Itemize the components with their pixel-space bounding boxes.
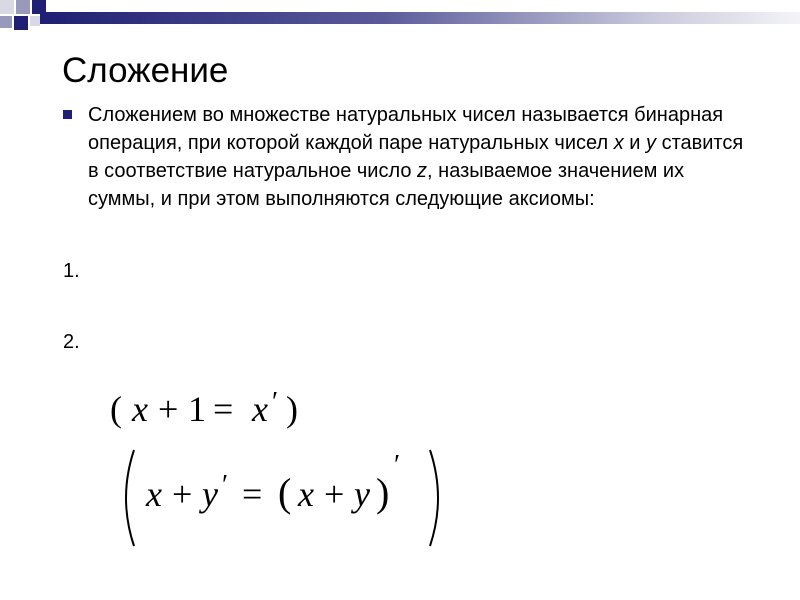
definition-text-part3: , называемое значением их суммы, и при этом выполняются следующие аксиомы: <box>88 160 685 210</box>
header-gradient-graphic <box>0 0 800 40</box>
formula2-y: y <box>202 474 218 514</box>
formula1-one: 1 <box>188 389 206 429</box>
bullet-square-icon <box>63 110 72 119</box>
formula1-eq: = <box>213 389 234 429</box>
variable-y: y <box>646 132 657 154</box>
formula1-plus: + <box>158 389 179 429</box>
formula2-inner-close-paren: ) <box>376 470 390 515</box>
formula2-plus-inner: + <box>324 474 345 514</box>
formula1-prime: ′ <box>272 387 279 418</box>
formula1-x: x <box>132 389 148 429</box>
axiom-number-2: 2. <box>63 331 80 353</box>
variable-z: z <box>417 160 428 182</box>
formula2-outer-close-paren <box>430 450 438 546</box>
formula2-prime-2: ′ <box>394 450 401 481</box>
formula2-x-inner: x <box>298 474 314 514</box>
decorative-header-band <box>0 0 800 40</box>
formula1-x-prime-base: x <box>252 389 268 429</box>
axiom-number-1: 1. <box>63 260 80 282</box>
formula2-prime-1: ′ <box>222 470 229 501</box>
formula2-inner-open-paren: ( <box>278 470 292 515</box>
definition-text-part1: Сложением во множестве натуральных чисел называется бинарная операция, при которой каждой паре натуральных чисел <box>88 104 724 154</box>
formula-axiom-2 <box>118 446 448 556</box>
formula2-x: x <box>146 474 162 514</box>
formula2-eq: = <box>242 474 263 514</box>
formula1-open-paren: ( <box>110 389 122 429</box>
variable-x: x <box>613 132 624 154</box>
formula2-plus: + <box>172 474 193 514</box>
formula1-close-paren: ) <box>286 389 298 429</box>
definition-text-and: и <box>623 132 647 154</box>
definition-paragraph <box>88 101 748 213</box>
formula-axiom-1 <box>110 385 310 435</box>
formula2-outer-open-paren <box>126 450 134 546</box>
definition-text-part2: ставится в соответствие натуральное число <box>88 132 744 182</box>
formula2-y-inner: y <box>354 474 370 514</box>
slide-title: Сложение <box>62 51 229 90</box>
